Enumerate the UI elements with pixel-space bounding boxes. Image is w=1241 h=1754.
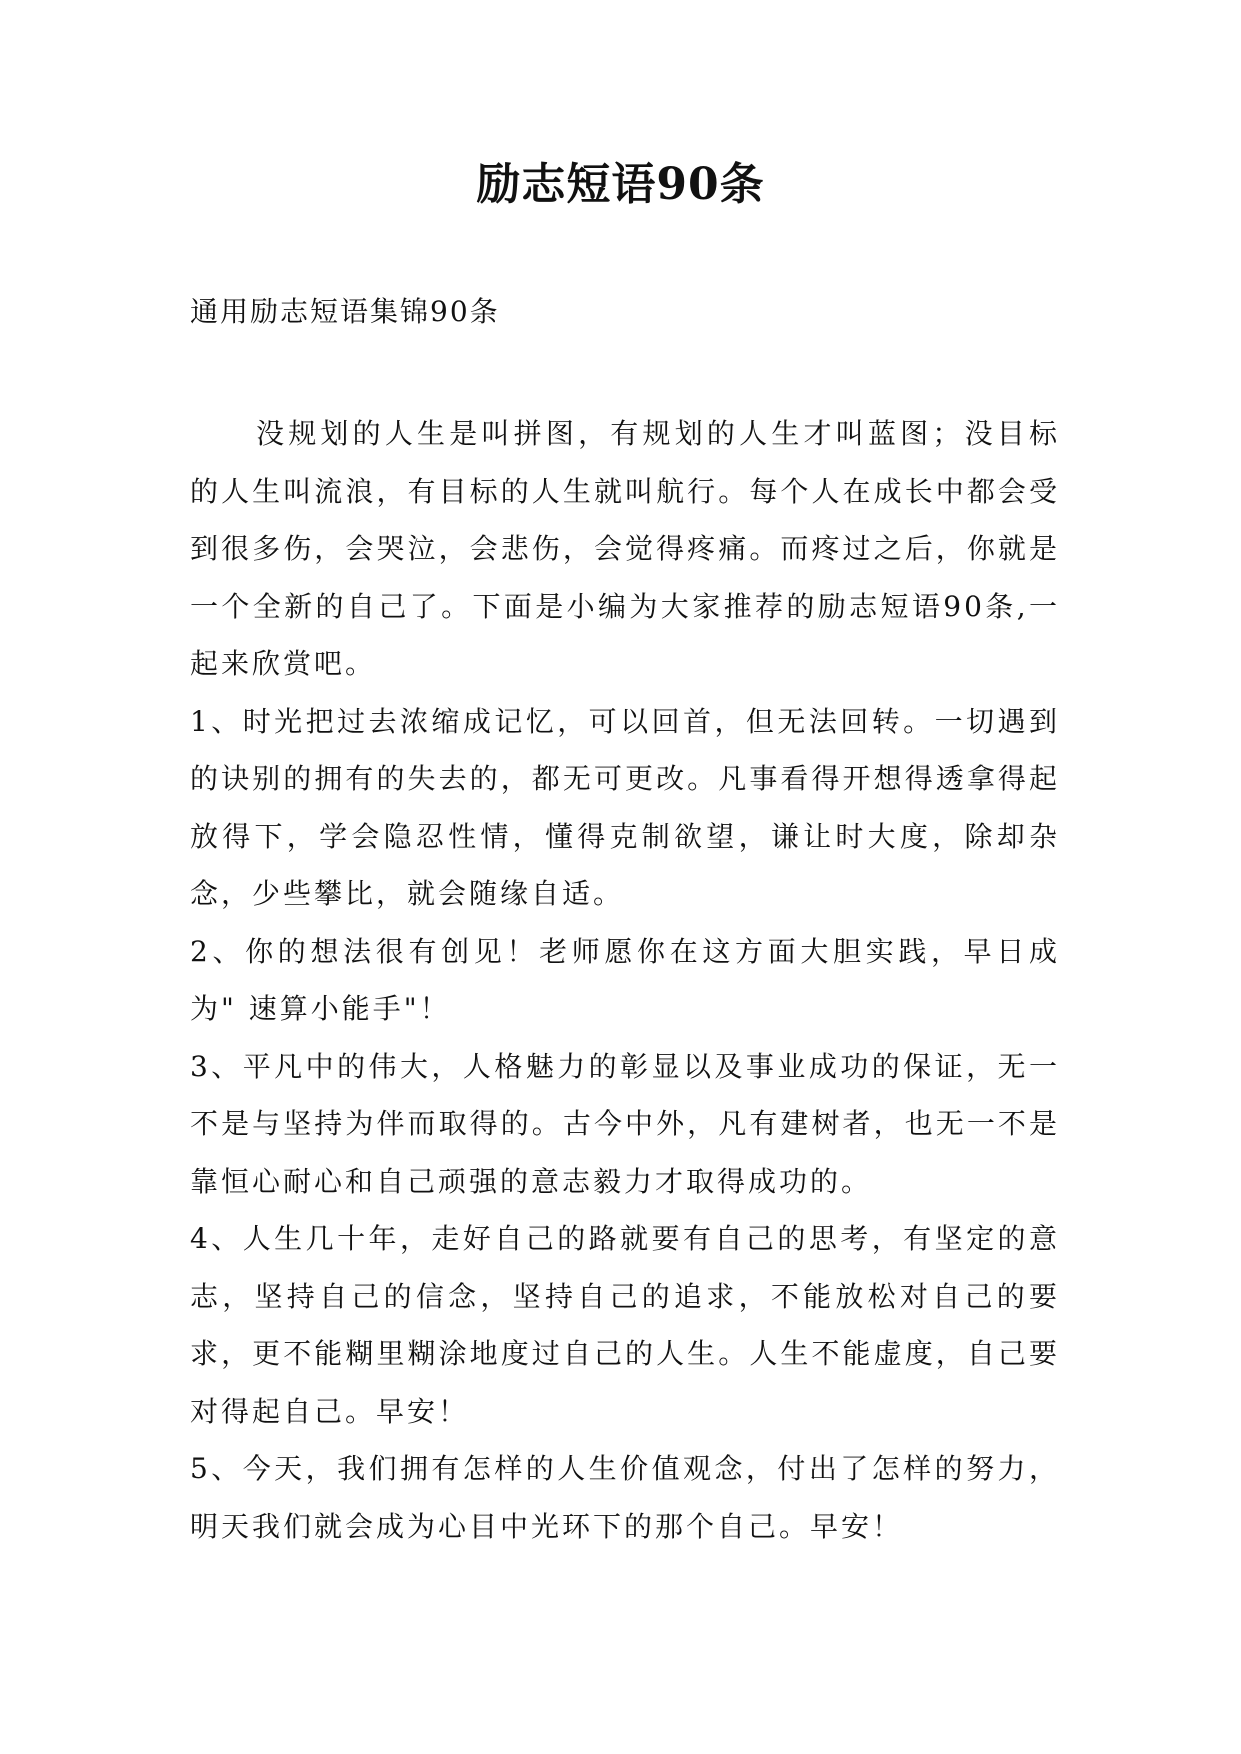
list-item-3: 3、平凡中的伟大，人格魅力的彰显以及事业成功的保证，无一不是与坚持为伴而取得的。古今中外，凡有建树者，也无一不是靠恒心耐心和自己顽强的意志毅力才取得成功的。 (190, 1049, 1060, 1198)
document-title: 励志短语90条 (476, 159, 765, 210)
document-body (190, 405, 1060, 1555)
list-item-5: 5、今天，我们拥有怎样的人生价值观念，付出了怎样的努力，明天我们就会成为心目中光环下的那个自己。早安！ (190, 1452, 1060, 1543)
document-subtitle: 通用励志短语集锦90条 (190, 295, 500, 328)
list-item-1: 1、时光把过去浓缩成记忆，可以回首，但无法回转。一切遇到的诀别的拥有的失去的，都无可更改。凡事看得开想得透拿得起放得下，学会隐忍性情，懂得克制欲望，谦让时大度，除却杂念，少些攀比，就会随缘自适。 (190, 704, 1060, 910)
list-item-2: 2、你的想法很有创见！老师愿你在这方面大胆实践，早日成为" 速算小能手"！ (190, 934, 1060, 1025)
intro-paragraph: 没规划的人生是叫拼图，有规划的人生才叫蓝图；没目标的人生叫流浪，有目标的人生就叫航行。每个人在成长中都会受到很多伤，会哭泣，会悲伤，会觉得疼痛。而疼过之后，你就是一个全新的自己了。下面是小编为大家推荐的励志短语90条,一起来欣赏吧。 (190, 417, 1060, 680)
list-item-4: 4、人生几十年，走好自己的路就要有自己的思考，有坚定的意志，坚持自己的信念，坚持自己的追求，不能放松对自己的要求，更不能糊里糊涂地度过自己的人生。人生不能虚度，自己要对得起自己。早安！ (190, 1222, 1060, 1428)
